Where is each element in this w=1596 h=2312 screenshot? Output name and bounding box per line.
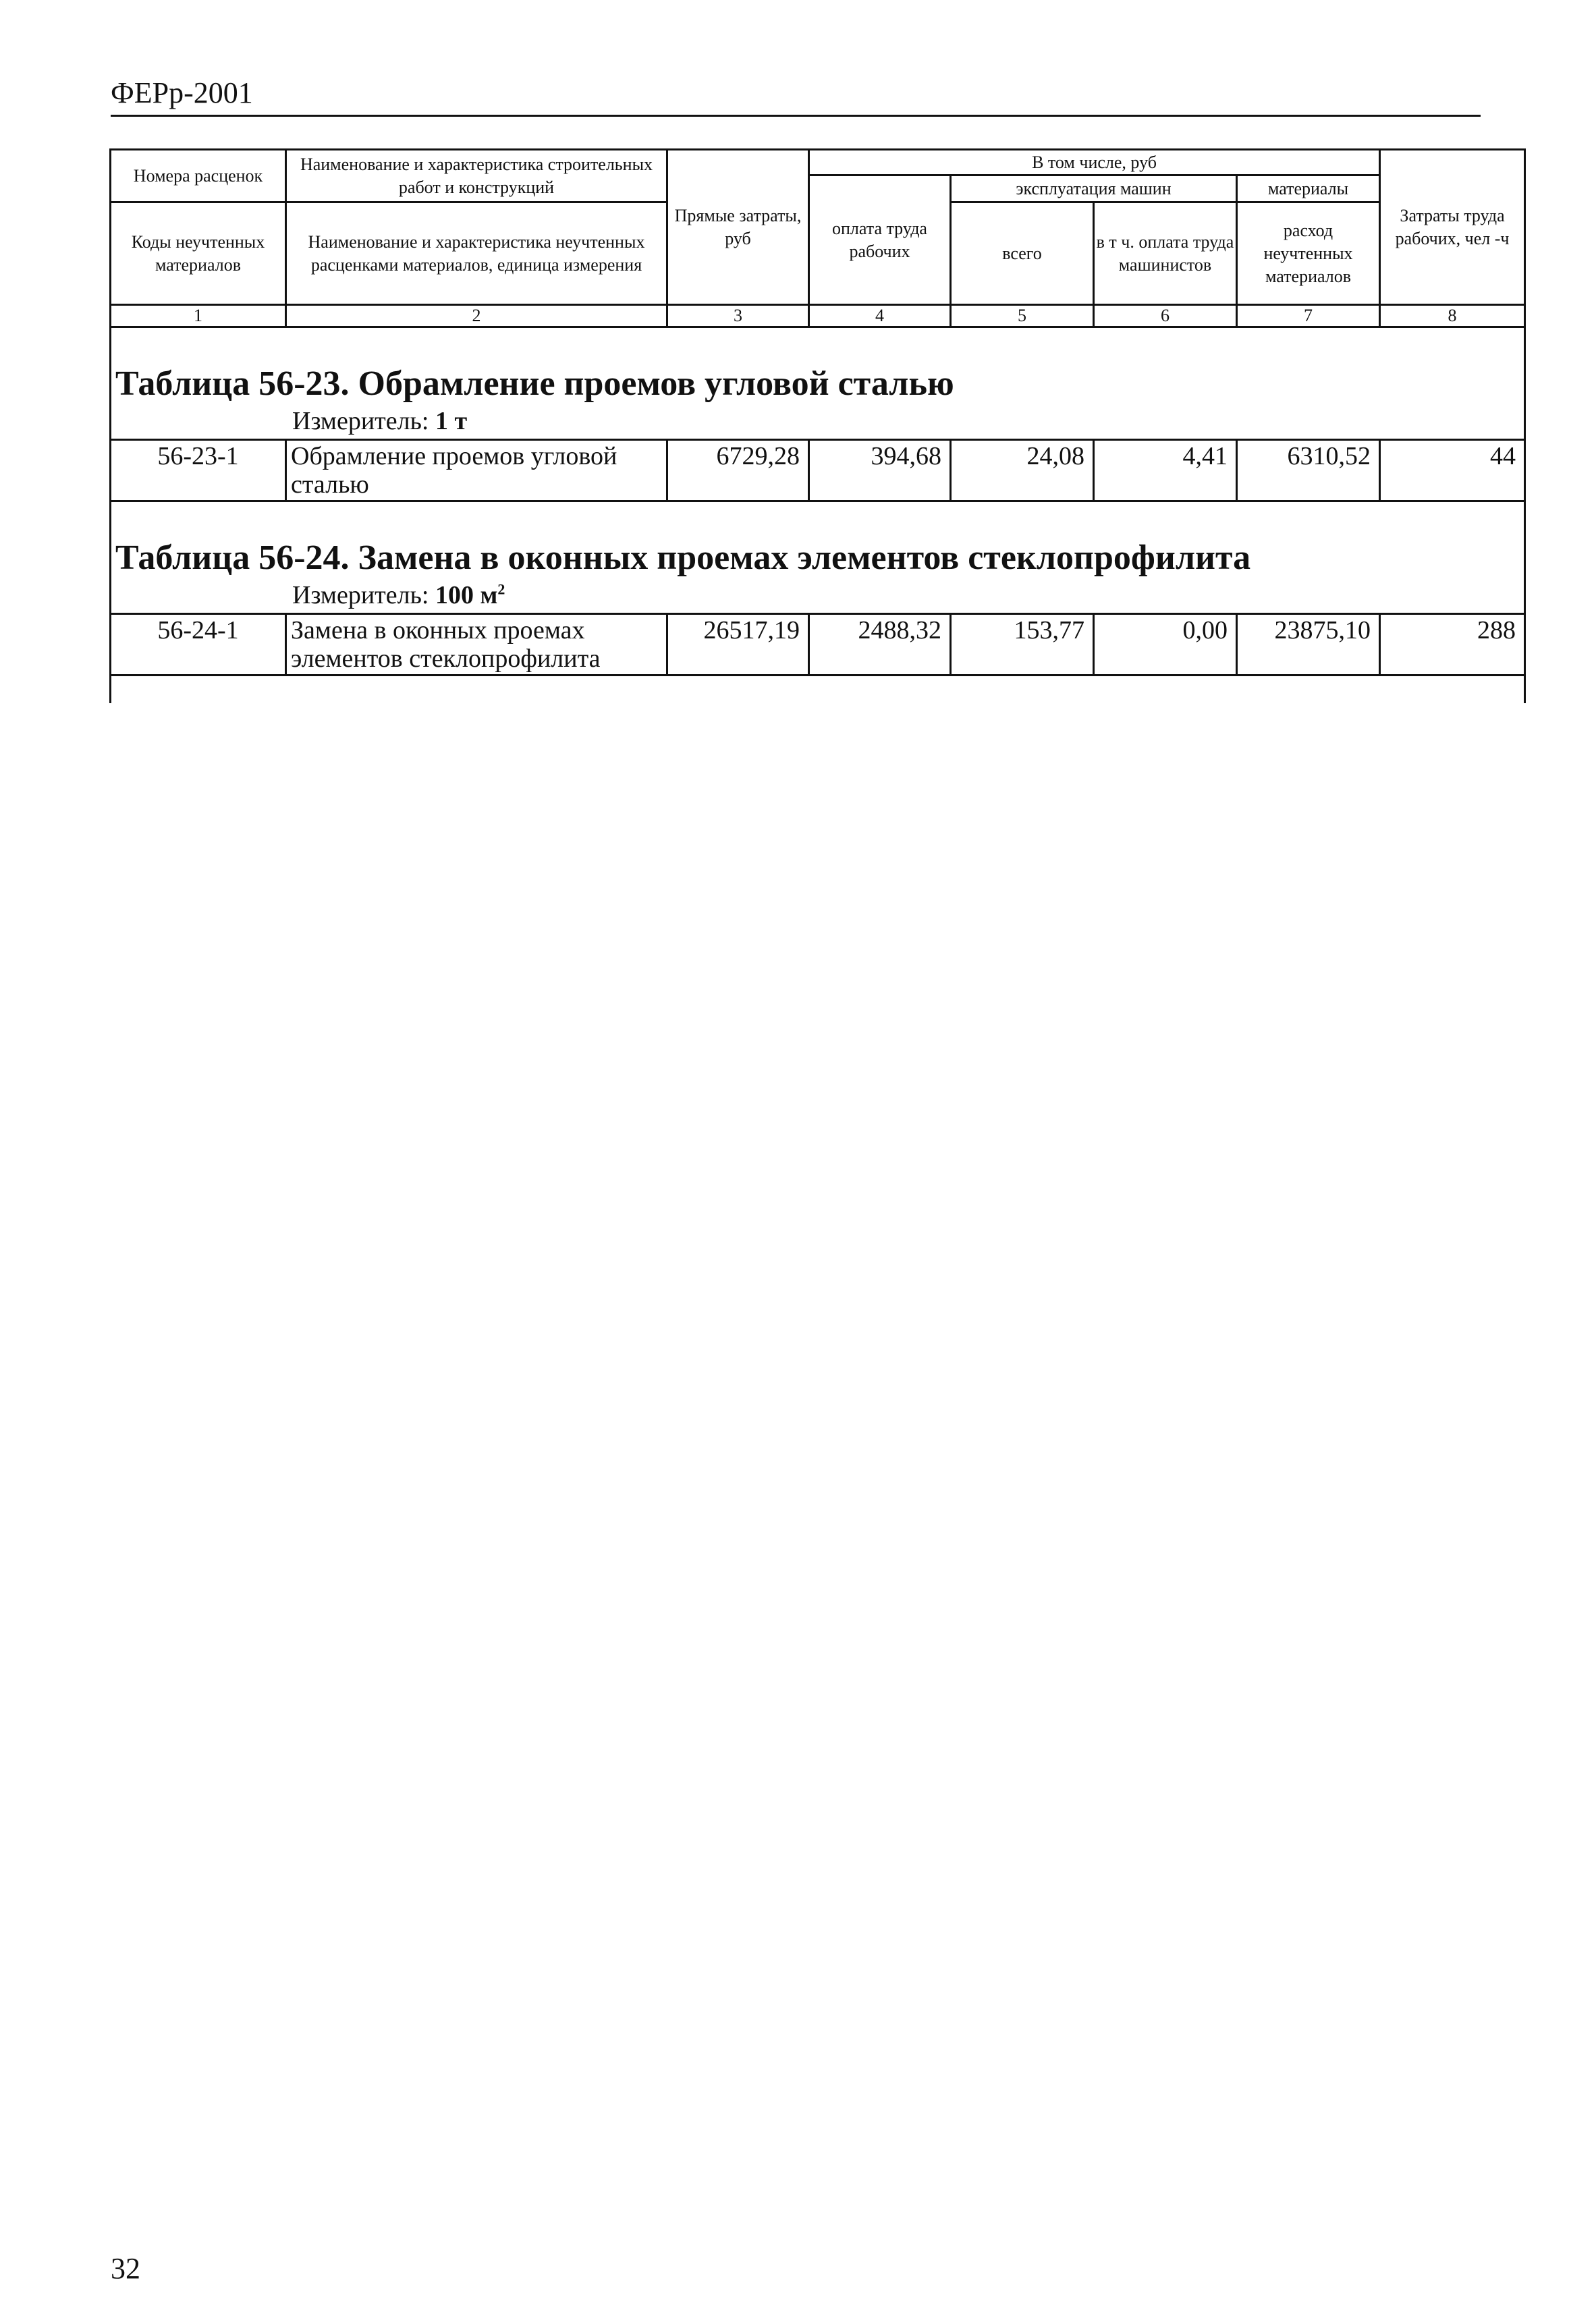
measure-exponent: 2 [497, 580, 505, 598]
column-number: 1 [111, 305, 286, 327]
column-numbers-row [111, 305, 1525, 327]
header-machinists-pay: в т ч. оплата труда машинистов [1094, 202, 1237, 305]
section-heading [111, 501, 1525, 614]
measure-label: Измеритель: [292, 407, 429, 435]
machines-total-value: 24,08 [951, 440, 1094, 501]
table-row [111, 440, 1525, 501]
column-number: 2 [286, 305, 667, 327]
table-continuation [111, 676, 1525, 704]
header-material-codes: Коды неучтенных материалов [111, 202, 286, 305]
column-number: 3 [667, 305, 809, 327]
column-number: 6 [1094, 305, 1237, 327]
measure-value: 1 т [435, 407, 468, 435]
header-machines: эксплуатация машин [951, 175, 1237, 202]
rates-table [109, 148, 1526, 703]
header-rule [111, 115, 1481, 117]
header-machines-total: всего [951, 202, 1094, 305]
section-heading-row [111, 327, 1525, 440]
measure-unit [111, 405, 1524, 439]
rate-code: 56-24-1 [111, 614, 286, 676]
section-title: Таблица 56-24. Замена в оконных проемах элементов стеклопрофилита [115, 539, 1251, 577]
header-materials: материалы [1237, 175, 1380, 202]
column-number: 5 [951, 305, 1094, 327]
section-heading [111, 327, 1525, 440]
measure-unit [111, 579, 1524, 613]
section-title: Таблица 56-23. Обрамление проемов угловой сталью [115, 364, 954, 403]
header-labor-hours: Затраты труда рабочих, чел -ч [1380, 150, 1525, 305]
header-unaccounted-materials: расход неучтенных материалов [1237, 202, 1380, 305]
labor-hours-value: 44 [1380, 440, 1525, 501]
measure-value [435, 581, 505, 609]
rate-code: 56-23-1 [111, 440, 286, 501]
labor-pay-value: 2488,32 [809, 614, 951, 676]
machinists-pay-value: 4,41 [1094, 440, 1237, 501]
work-name: Замена в оконных проемах элементов стеклопрофилита [286, 614, 667, 676]
measure-label: Измеритель: [292, 581, 429, 609]
direct-costs-value: 26517,19 [667, 614, 809, 676]
header-works-name: Наименование и характеристика строительных работ и конструкций [286, 150, 667, 202]
direct-costs-value: 6729,28 [667, 440, 809, 501]
labor-pay-value: 394,68 [809, 440, 951, 501]
labor-hours-value: 288 [1380, 614, 1525, 676]
header-labor-pay: оплата труда рабочих [809, 175, 951, 305]
table-continuation-row [111, 676, 1525, 704]
machines-total-value: 153,77 [951, 614, 1094, 676]
column-number: 4 [809, 305, 951, 327]
machinists-pay-value: 0,00 [1094, 614, 1237, 676]
work-name: Обрамление проемов угловой сталью [286, 440, 667, 501]
header-direct-costs: Прямые затраты, руб [667, 150, 809, 305]
measure-value-base: 100 м [435, 581, 498, 609]
table-header [111, 150, 1525, 305]
page-number: 32 [111, 2252, 140, 2285]
column-number: 7 [1237, 305, 1380, 327]
materials-value: 6310,52 [1237, 440, 1380, 501]
header-rate-numbers: Номера расценок [111, 150, 286, 202]
running-title: ФЕРр-2001 [111, 76, 253, 109]
header-materials-name: Наименование и характеристика неучтенных расценками материалов, единица измерения [286, 202, 667, 305]
section-heading-row [111, 501, 1525, 614]
column-number: 8 [1380, 305, 1525, 327]
table-row [111, 614, 1525, 676]
materials-value: 23875,10 [1237, 614, 1380, 676]
header-including-group: В том числе, руб [809, 150, 1380, 175]
